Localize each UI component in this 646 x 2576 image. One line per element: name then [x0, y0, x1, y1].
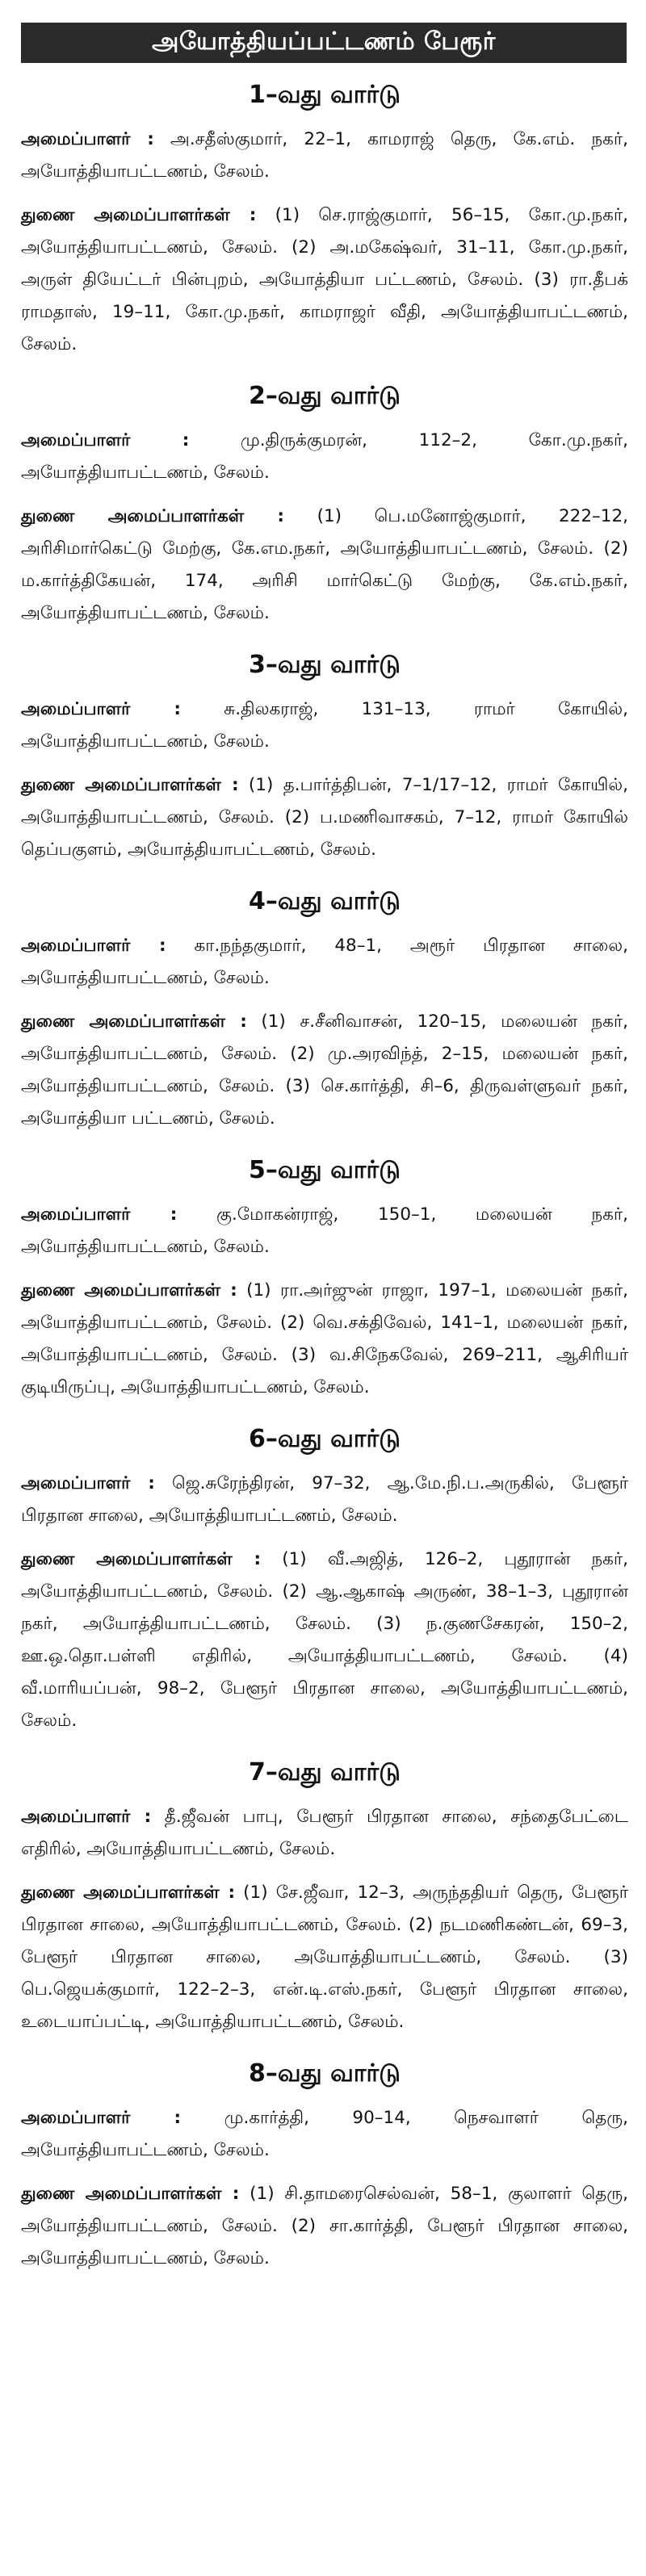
ward-section-1	[21, 81, 628, 361]
ward-title: 7–வது வார்டு	[249, 1758, 401, 1786]
organizer-text: அ.சதீஸ்குமார், 22–1, காமராஜ் தெரு, கே.எம். நகர், அயோத்தியாபட்டணம், சேலம்.	[21, 129, 628, 182]
deputy-organizers-label: துணை அமைப்பாளர்கள் :	[21, 2184, 240, 2204]
organizer-entry	[21, 1801, 628, 1866]
deputy-organizers-text: (1) ச.சீனிவாசன், 120–15, மலையன் நகர், அயோத்தியாபட்டணம், சேலம். (2) மு.அரவிந்த், 2–15, மலையன் நகர், அயோத்தியாபட்டணம், சேலம். (3) செ.கார்த்தி, சி–6, திருவள்ளுவர் நகர், அயோத்தியா பட்டணம், சேலம்.	[21, 1012, 628, 1129]
ward-title: 1–வது வார்டு	[249, 81, 401, 109]
organizer-text: மு.கார்த்தி, 90–14, நெசவாளர் தெரு, அயோத்தியாபட்டணம், சேலம்.	[21, 2108, 628, 2160]
deputy-organizers-text: (1) பெ.மனோஜ்குமார், 222–12, அரிசிமார்கெட்டு மேற்கு, கே.எம.நகர், அயோத்தியாபட்டணம், சேலம். (2) ம.கார்த்திகேயன், 174, அரிசி மார்கெட்டு மேற்கு, கே.எம்.நகர், அயோத்தியாபட்டணம், சேலம்.	[21, 506, 628, 623]
organizer-label: அமைப்பாளர் :	[21, 1473, 155, 1493]
organizer-label: அமைப்பாளர் :	[21, 2108, 182, 2128]
organizer-entry	[21, 2102, 628, 2167]
ward-section-6	[21, 1425, 628, 1737]
deputy-organizers-entry	[21, 769, 628, 866]
ward-title: 5–வது வார்டு	[249, 1156, 401, 1184]
deputy-organizers-label: துணை அமைப்பாளர்கள் :	[21, 1549, 262, 1569]
deputy-organizers-entry	[21, 2178, 628, 2275]
organizer-entry	[21, 930, 628, 995]
page-title-banner	[21, 23, 627, 63]
deputy-organizers-entry	[21, 501, 628, 630]
ward-section-7	[21, 1758, 628, 2038]
deputy-organizers-entry	[21, 1275, 628, 1404]
deputy-organizers-text: (1) சே.ஜீவா, 12–3, அருந்ததியர் தெரு, பேளூர் பிரதான சாலை, அயோத்தியாபட்டணம், சேலம். (2) நடமணிகண்டன், 69–3, பேளூர் பிரதான சாலை, அயோத்தியாபட்டணம், சேலம். (3) பெ.ஜெயக்குமார், 122–2–3, என்.டி.எஸ்.நகர், பேளூர் பிரதான சாலை, உடையாப்பட்டி, அயோத்தியாபட்டணம், சேலம்.	[21, 1883, 628, 2032]
deputy-organizers-label: துணை அமைப்பாளர்கள் :	[21, 506, 285, 526]
organizer-entry	[21, 124, 628, 188]
organizer-label: அமைப்பாளர் :	[21, 1204, 178, 1225]
organizer-label: அமைப்பாளர் :	[21, 430, 190, 450]
organizer-entry	[21, 1468, 628, 1532]
ward-section-3	[21, 651, 628, 866]
ward-section-8	[21, 2059, 628, 2275]
organizer-entry	[21, 425, 628, 489]
organizer-label: அமைப்பாளர் :	[21, 129, 154, 149]
ward-title: 2–வது வார்டு	[249, 382, 401, 410]
deputy-organizers-text: (1) வீ.அஜித், 126–2, புதூரான் நகர், அயோத்தியாபட்டணம், சேலம். (2) ஆ.ஆகாஷ் அருண், 38–1–3, புதூரான் நகர், அயோத்தியாபட்டணம், சேலம். (3) ந.குணசேகரன், 150–2, ஊ.ஒ.தொ.பள்ளி எதிரில், அயோத்தியாபட்டணம், சேலம். (4) வீ.மாரியப்பன், 98–2, பேளூர் பிரதான சாலை, அயோத்தியாபட்டணம், சேலம்.	[21, 1549, 628, 1731]
deputy-organizers-entry	[21, 1877, 628, 2038]
deputy-organizers-text: (1) த.பார்த்திபன், 7–1/17–12, ராமர் கோயில், அயோத்தியாபட்டணம், சேலம். (2) ப.மணிவாசகம், 7–12, ராமர் கோயில் தெப்பகுளம், அயோத்தியாபட்டணம், சேலம்.	[21, 775, 628, 860]
ward-section-2	[21, 382, 628, 630]
deputy-organizers-text: (1) சி.தாமரைசெல்வன், 58–1, குலாளர் தெரு, அயோத்தியாபட்டணம், சேலம். (2) சா.கார்த்தி, பேளூர் பிரதான சாலை, அயோத்தியாபட்டணம், சேலம்.	[21, 2184, 628, 2268]
ward-title: 8–வது வார்டு	[249, 2059, 401, 2088]
deputy-organizers-text: (1) ரா.அர்ஜுன் ராஜா, 197–1, மலையன் நகர், அயோத்தியாபட்டணம், சேலம். (2) வெ.சக்திவேல், 141–1, மலையன் நகர், அயோத்தியாபட்டணம், சேலம். (3) வ.சிநேகவேல், 269–211, ஆசிரியர் குடியிருப்பு, அயோத்தியாபட்டணம், சேலம்.	[21, 1280, 628, 1397]
deputy-organizers-text: (1) செ.ராஜ்குமார், 56–15, கோ.மு.நகர், அயோத்தியாபட்டணம், சேலம். (2) அ.மகேஷ்வர், 31–11, கோ.மு.நகர், அருள் தியேட்டர் பின்புறம், அயோத்தியா பட்டணம், சேலம். (3) ரா.தீபக் ராமதாஸ், 19–11, கோ.மு.நகர், காமராஜர் வீதி, அயோத்தியாபட்டணம், சேலம்.	[21, 205, 628, 354]
organizer-text: கு.மோகன்ராஜ், 150–1, மலையன் நகர், அயோத்தியாபட்டணம், சேலம்.	[21, 1204, 628, 1257]
organizer-entry	[21, 1199, 628, 1263]
organizer-text: மு.திருக்குமரன், 112–2, கோ.மு.நகர், அயோத்தியாபட்டணம், சேலம்.	[21, 430, 628, 483]
ward-title: 6–வது வார்டு	[249, 1425, 401, 1453]
deputy-organizers-entry	[21, 1544, 628, 1737]
deputy-organizers-label: துணை அமைப்பாளர்கள் :	[21, 775, 239, 795]
organizer-label: அமைப்பாளர் :	[21, 936, 166, 956]
organizer-text: ஜெ.சுரேந்திரன், 97–32, ஆ.மே.நி.ப.அருகில், பேளூர் பிரதான சாலை, அயோத்தியாபட்டணம், சேலம்.	[21, 1473, 628, 1526]
organizer-label: அமைப்பாளர் :	[21, 699, 181, 719]
page-title: அயோத்தியப்பட்டணம் பேரூர்	[152, 27, 496, 56]
deputy-organizers-entry	[21, 1006, 628, 1135]
ward-title: 3–வது வார்டு	[249, 651, 401, 679]
organizer-text: தீ.ஜீவன் பாபு, பேளூர் பிரதான சாலை, சந்தைபேட்டை எதிரில், அயோத்தியாபட்டணம், சேலம்.	[21, 1807, 628, 1859]
organizer-text: கா.நந்தகுமார், 48–1, அரூர் பிரதான சாலை, அயோத்தியாபட்டணம், சேலம்.	[21, 936, 628, 988]
organizer-text: சு.திலகராஜ், 131–13, ராமர் கோயில், அயோத்தியாபட்டணம், சேலம்.	[21, 699, 628, 752]
ward-section-4	[21, 887, 628, 1135]
deputy-organizers-label: துணை அமைப்பாளர்கள் :	[21, 1280, 237, 1301]
organizer-label: அமைப்பாளர் :	[21, 1807, 152, 1827]
organizer-entry	[21, 693, 628, 758]
ward-section-5	[21, 1156, 628, 1404]
deputy-organizers-label: துணை அமைப்பாளர்கள் :	[21, 1883, 236, 1903]
deputy-organizers-entry	[21, 199, 628, 361]
deputy-organizers-label: துணை அமைப்பாளர்கள் :	[21, 205, 257, 225]
deputy-organizers-label: துணை அமைப்பாளர்கள் :	[21, 1012, 247, 1032]
ward-title: 4–வது வார்டு	[249, 887, 401, 915]
